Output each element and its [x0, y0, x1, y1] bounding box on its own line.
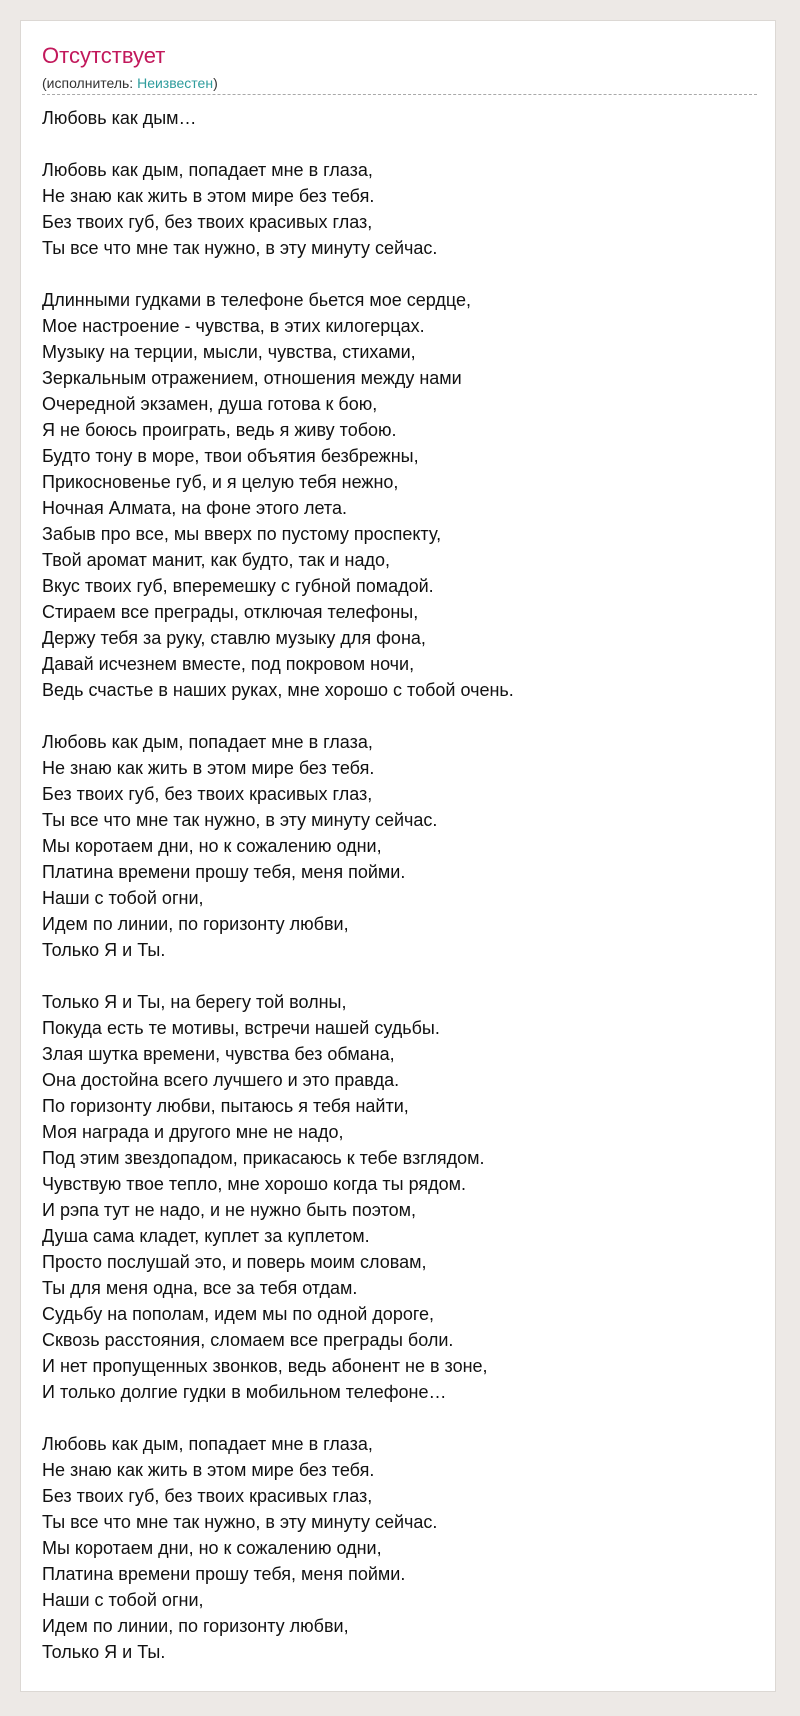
lyric-line: Мы коротаем дни, но к сожалению одни, — [42, 836, 382, 856]
lyric-line: Платина времени прошу тебя, меня пойми. — [42, 1564, 406, 1584]
lyric-line: По горизонту любви, пытаюсь я тебя найти, — [42, 1096, 409, 1116]
lyric-line: Давай исчезнем вместе, под покровом ночи, — [42, 654, 415, 674]
stanza-break — [42, 963, 757, 989]
stanza-break — [42, 703, 757, 729]
lyric-line: Ты все что мне так нужно, в эту минуту сейчас. — [42, 810, 438, 830]
lyric-line: Зеркальным отражением, отношения между нами — [42, 368, 462, 388]
artist-prefix: (исполнитель: — [42, 75, 138, 91]
lyric-line: Моя награда и другого мне не надо, — [42, 1122, 344, 1142]
lyric-line: Музыку на терции, мысли, чувства, стихами, — [42, 342, 416, 362]
lyric-line: Наши с тобой огни, — [42, 1590, 204, 1610]
lyric-line: И рэпа тут не надо, и не нужно быть поэтом, — [42, 1200, 416, 1220]
lyric-line: Прикосновенье губ, и я целую тебя нежно, — [42, 472, 399, 492]
lyric-line: Душа сама кладет, куплет за куплетом. — [42, 1226, 370, 1246]
lyric-line: Только Я и Ты. — [42, 940, 166, 960]
lyric-line: Покуда есть те мотивы, встречи нашей судьбы. — [42, 1018, 440, 1038]
lyric-line: Я не боюсь проиграть, ведь я живу тобою. — [42, 420, 397, 440]
lyric-line: Любовь как дым… — [42, 108, 197, 128]
lyric-line: Не знаю как жить в этом мире без тебя. — [42, 758, 375, 778]
lyric-line: Судьбу на пополам, идем мы по одной дороге, — [42, 1304, 435, 1324]
lyrics-text — [42, 105, 757, 1665]
lyric-line: Забыв про все, мы вверх по пустому проспекту, — [42, 524, 442, 544]
lyric-line: Мое настроение - чувства, в этих килогерцах. — [42, 316, 425, 336]
lyric-line: Без твоих губ, без твоих красивых глаз, — [42, 212, 373, 232]
lyric-line: Идем по линии, по горизонту любви, — [42, 914, 349, 934]
lyric-line: Твой аромат манит, как будто, так и надо, — [42, 550, 391, 570]
lyric-line: Любовь как дым, попадает мне в глаза, — [42, 1434, 373, 1454]
lyric-line: Ведь счастье в наших руках, мне хорошо с тобой очень. — [42, 680, 514, 700]
lyric-line: Наши с тобой огни, — [42, 888, 204, 908]
lyric-line: И нет пропущенных звонков, ведь абонент не в зоне, — [42, 1356, 488, 1376]
lyric-line: Идем по линии, по горизонту любви, — [42, 1616, 349, 1636]
lyric-line: Ты все что мне так нужно, в эту минуту сейчас. — [42, 238, 438, 258]
lyric-line: Без твоих губ, без твоих красивых глаз, — [42, 784, 373, 804]
lyrics-card — [20, 20, 776, 1692]
stanza-break — [42, 261, 757, 287]
lyric-line: Сквозь расстояния, сломаем все преграды боли. — [42, 1330, 454, 1350]
lyric-line: Не знаю как жить в этом мире без тебя. — [42, 1460, 375, 1480]
lyric-line: Очередной экзамен, душа готова к бою, — [42, 394, 378, 414]
stanza-break — [42, 1405, 757, 1431]
lyric-line: Любовь как дым, попадает мне в глаза, — [42, 160, 373, 180]
lyric-line: Держу тебя за руку, ставлю музыку для фона, — [42, 628, 426, 648]
lyric-line: Чувствую твое тепло, мне хорошо когда ты рядом. — [42, 1174, 467, 1194]
lyric-line: Только Я и Ты. — [42, 1642, 166, 1662]
lyric-line: Без твоих губ, без твоих красивых глаз, — [42, 1486, 373, 1506]
lyric-line: Стираем все преграды, отключая телефоны, — [42, 602, 419, 622]
lyric-line: Только Я и Ты, на берегу той волны, — [42, 992, 347, 1012]
lyric-line: Мы коротаем дни, но к сожалению одни, — [42, 1538, 382, 1558]
lyric-line: Вкус твоих губ, вперемешку с губной помадой. — [42, 576, 434, 596]
lyric-line: Она достойна всего лучшего и это правда. — [42, 1070, 400, 1090]
lyric-line: Ты все что мне так нужно, в эту минуту сейчас. — [42, 1512, 438, 1532]
song-title: Отсутствует — [42, 43, 166, 68]
lyric-line: Ночная Алмата, на фоне этого лета. — [42, 498, 347, 518]
divider — [42, 94, 757, 95]
lyric-line: Будто тону в море, твои объятия безбрежны, — [42, 446, 419, 466]
lyric-line: И только долгие гудки в мобильном телефоне… — [42, 1382, 447, 1402]
lyric-line: Злая шутка времени, чувства без обмана, — [42, 1044, 395, 1064]
artist-line — [42, 74, 218, 92]
lyric-line: Ты для меня одна, все за тебя отдам. — [42, 1278, 358, 1298]
lyric-line: Просто послушай это, и поверь моим словам, — [42, 1252, 427, 1272]
lyric-line: Не знаю как жить в этом мире без тебя. — [42, 186, 375, 206]
stanza-break — [42, 131, 757, 157]
lyric-line: Любовь как дым, попадает мне в глаза, — [42, 732, 373, 752]
artist-link[interactable]: Неизвестен — [137, 75, 214, 91]
lyric-line: Платина времени прошу тебя, меня пойми. — [42, 862, 406, 882]
artist-suffix: ) — [213, 75, 218, 91]
lyric-line: Под этим звездопадом, прикасаюсь к тебе взглядом. — [42, 1148, 485, 1168]
lyric-line: Длинными гудками в телефоне бьется мое сердце, — [42, 290, 472, 310]
